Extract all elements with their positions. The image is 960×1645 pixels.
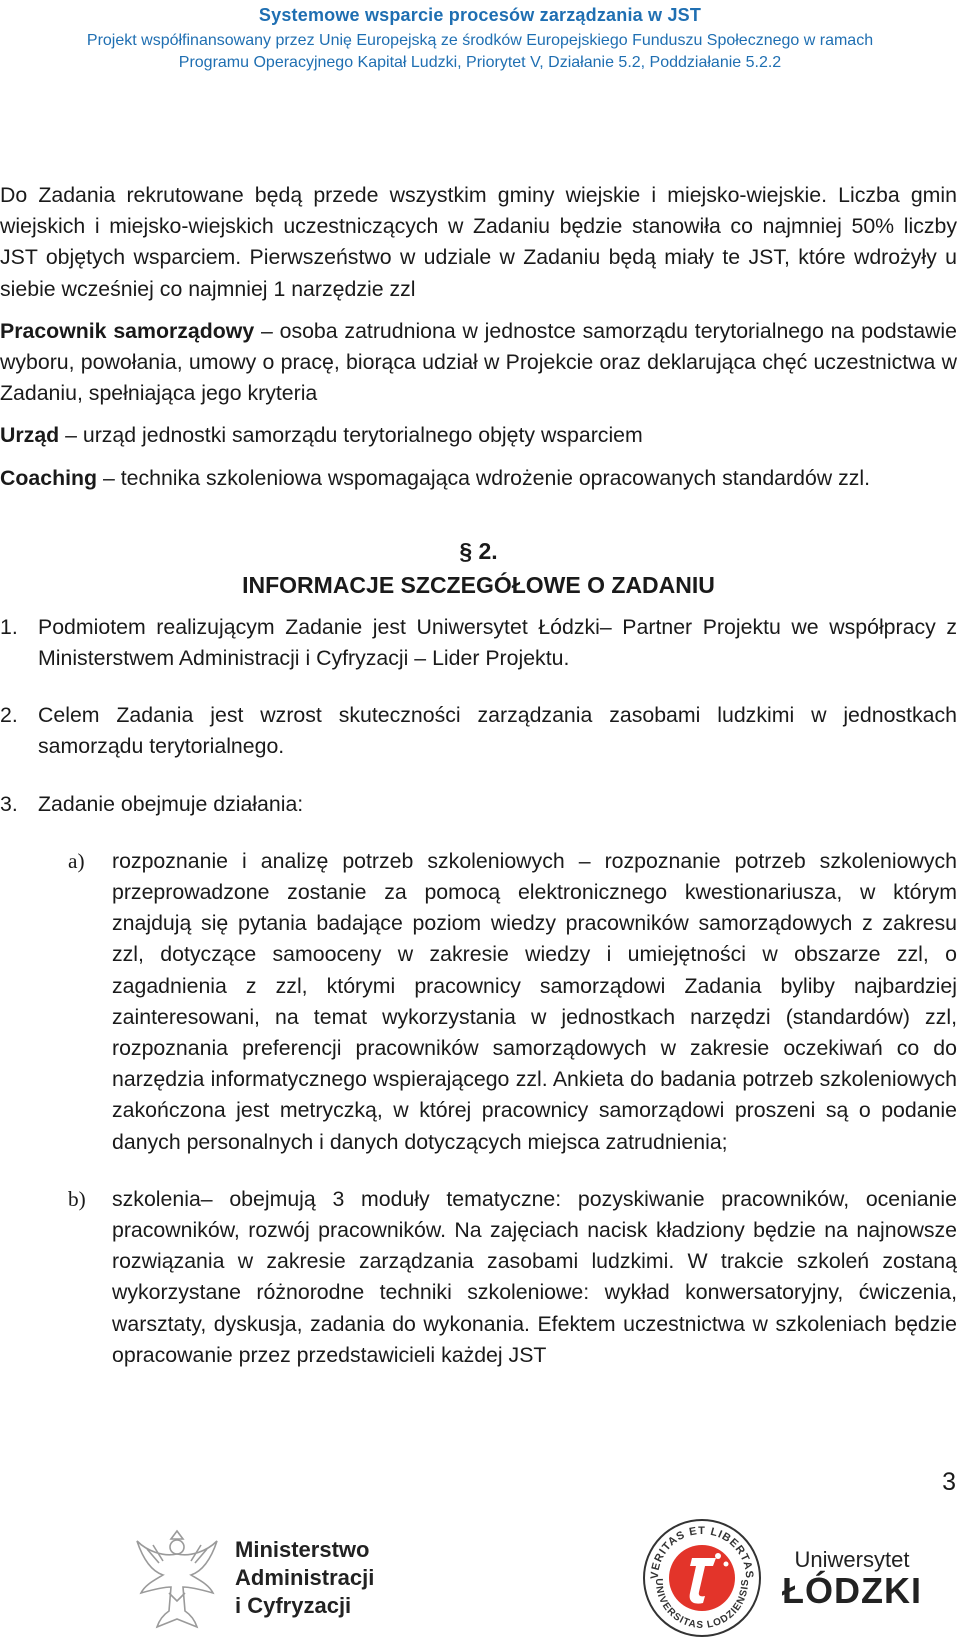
- page-footer: [0, 1510, 960, 1645]
- header-line-2: Programu Operacyjnego Kapitał Ludzki, Priorytet V, Działanie 5.2, Poddziałanie 5.2.2: [178, 54, 782, 71]
- item-number: 2.: [0, 703, 18, 728]
- item-number: 1.: [0, 614, 18, 639]
- list-item: [0, 612, 957, 674]
- definition-urzad: [0, 420, 957, 451]
- university-name-line: ŁÓDZKI: [782, 1569, 922, 1611]
- ministry-name-line: Ministerstwo: [235, 1537, 370, 1562]
- list-item: [0, 789, 957, 820]
- sub-item-text: szkolenia– obejmują 3 moduły tematyczne: pozyskiwanie pracowników, ocenianie pracowników, rozwój pracowników. Na zajęciach nacisk kładziony będzie na najnowsze rozwiązania w zakresie zarządzania zasobami ludzkimi. W trakcie szkoleń zostaną wykorzystane różnorodne techniki szkoleniowe: wykład konwersatoryjny, ćwiczenia, warsztaty, dyskusja, zadania do wykonania. Efektem uczestnictwa w szkoleniach będzie opracowanie przez przedstawicieli każdej JST: [112, 1186, 957, 1367]
- ministry-name: [235, 1536, 374, 1620]
- white-eagle-emblem-icon: [133, 1523, 221, 1633]
- ministry-name-line: Administracji: [235, 1565, 375, 1590]
- sub-list-item: [68, 846, 957, 1158]
- section-number: § 2.: [459, 537, 498, 564]
- university-logo: [640, 1510, 940, 1645]
- ministry-name-line: i Cyfryzacji: [235, 1593, 352, 1618]
- header-line-1: Projekt współfinansowany przez Unię Europejską ze środków Europejskiego Funduszu Społecznego w ramach: [86, 32, 874, 49]
- definition-pracownik: [0, 316, 957, 410]
- section-heading: [0, 534, 957, 602]
- definition-term: Pracownik samorządowy: [0, 318, 255, 343]
- page-number: 3: [942, 1468, 956, 1496]
- sub-item-letter: a): [68, 848, 85, 873]
- header-title: Systemowe wsparcie procesów zarządzania w JST: [258, 5, 702, 25]
- item-number: 3.: [0, 791, 18, 816]
- university-seal-icon: [640, 1516, 764, 1640]
- seal-bottom-text: UNIVERSITAS LODZIENSIS: [652, 1577, 752, 1631]
- list-item: [0, 700, 957, 762]
- definition-text: – osoba zatrudniona w jednostce samorządu terytorialnego na podstawie wyboru, powołania, umowy o pracę, biorąca udział w Projekcie oraz deklarująca chęć uczestnictwa w Zadaniu, spełniająca jego kryteria: [0, 318, 957, 406]
- page-header: [0, 0, 960, 74]
- definition-term: Coaching: [0, 465, 98, 490]
- university-name-line: Uniwersytet: [794, 1546, 910, 1572]
- ministry-logo: [133, 1518, 413, 1638]
- sub-item-letter: b): [68, 1186, 86, 1211]
- definition-coaching: [0, 463, 957, 494]
- item-text: Podmiotem realizującym Zadanie jest Uniwersytet Łódzki– Partner Projektu we współpracy z Ministerstwem Administracji i Cyfryzacji – Lider Projektu.: [38, 614, 957, 671]
- section-title: INFORMACJE SZCZEGÓŁOWE O ZADANIU: [242, 571, 715, 598]
- intro-paragraph: Do Zadania rekrutowane będą przede wszystkim gminy wiejskie i miejsko-wiejskie. Liczba gmin wiejskich i miejsko-wiejskich uczestniczących w Zadaniu będzie stanowiła co najmniej 50% liczby JST objętych wsparciem. Pierwszeństwo w udziale w Zadaniu będą miały te JST, które wdrożyły u siebie wcześniej co najmniej 1 narzędzie zzl: [0, 183, 957, 301]
- definition-text: – technika szkoleniowa wspomagająca wdrożenie opracowanych standardów zzl.: [97, 465, 871, 490]
- sub-item-text: rozpoznanie i analizę potrzeb szkoleniowych – rozpoznanie potrzeb szkoleniowych przeprowadzone zostanie za pomocą elektronicznego kwestionariusza, w którym znajdują się pytania badające poziom wiedzy pracowników samorządowych z zakresu zzl, dotyczące samooceny w zakresie wiedzy i umiejętności w obszarze zzl, o zagadnienia z zzl, którymi pracownicy samorządowi Zadania byliby najbardziej zainteresowani, na temat wykorzystania w jednostkach narzędzi (standardów) zzl, rozpoznania preferencji pracowników samorządowych w zakresie oczekiwań co do narzędzia informatycznego wspierającego zzl. Ankieta do badania potrzeb szkoleniowych zakończona jest metryczką, w której pracownicy samorządowi proszeni są o podanie danych personalnych i danych dotyczących miejsca zatrudnienia;: [112, 848, 957, 1154]
- sub-list-item: [68, 1184, 957, 1371]
- university-name: [782, 1547, 922, 1609]
- document-body: [0, 180, 957, 1371]
- item-text: Celem Zadania jest wzrost skuteczności zarządzania zasobami ludzkimi w jednostkach samorządu terytorialnego.: [38, 703, 957, 759]
- definition-text: – urząd jednostki samorządu terytorialnego objęty wsparciem: [59, 423, 643, 448]
- seal-top-text: VERITAS ET LIBERTAS: [648, 1524, 756, 1579]
- item-text: Zadanie obejmuje działania:: [38, 791, 304, 816]
- definition-term: Urząd: [0, 423, 60, 448]
